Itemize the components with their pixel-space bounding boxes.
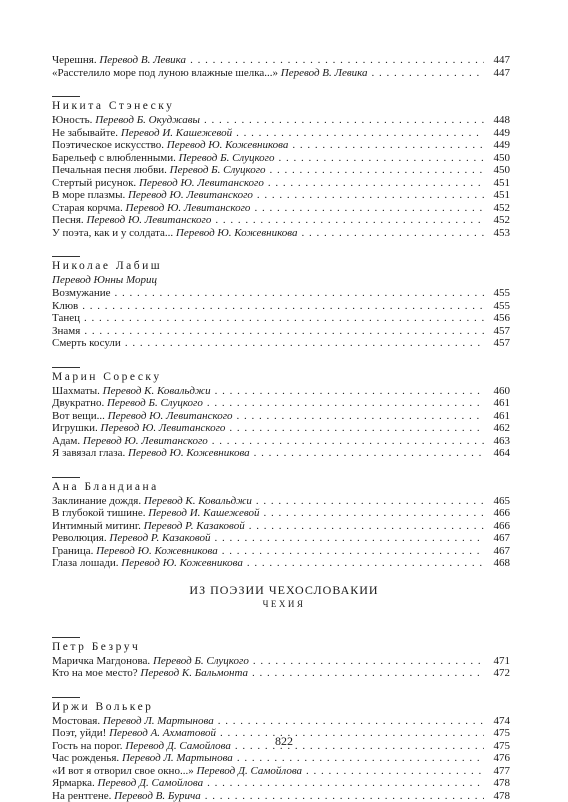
toc-entry[interactable] — [52, 655, 510, 668]
entry-title: Смерть косули — [52, 337, 121, 349]
toc-entry[interactable] — [52, 164, 510, 177]
dot-leader — [207, 397, 484, 410]
entry-page-number: 478 — [488, 777, 510, 790]
entry-text — [52, 214, 211, 227]
entry-translator: Перевод Л. Мартынова — [103, 715, 214, 727]
entry-title: Вот вещи... — [52, 410, 105, 422]
entry-text — [52, 715, 214, 728]
entry-text — [52, 152, 274, 165]
toc-entry[interactable] — [52, 545, 510, 558]
entry-title: У поэта, как и у солдата... — [52, 227, 173, 239]
dot-leader — [212, 435, 484, 448]
dot-leader — [190, 54, 484, 67]
entry-translator: Перевод Ю. Левитанского — [83, 435, 208, 447]
entry-page-number: 455 — [488, 287, 510, 300]
short-rule — [52, 697, 80, 698]
toc-entry[interactable] — [52, 337, 510, 350]
short-rule — [52, 477, 80, 478]
entry-page-number: 451 — [488, 177, 510, 190]
entry-translator: Перевод В. Бурича — [114, 790, 201, 802]
entry-page-number: 450 — [488, 152, 510, 165]
entry-text — [52, 177, 264, 190]
entry-page-number: 475 — [488, 727, 510, 740]
dot-leader — [125, 337, 484, 350]
dot-leader — [237, 410, 484, 423]
entry-page-number: 463 — [488, 435, 510, 448]
toc-entry[interactable] — [52, 435, 510, 448]
toc-entry[interactable] — [52, 67, 510, 80]
entry-translator: Перевод Р. Казаковой — [144, 520, 245, 532]
entry-text — [52, 189, 253, 202]
toc-entry[interactable] — [52, 227, 510, 240]
entry-page-number: 474 — [488, 715, 510, 728]
entry-text — [52, 337, 121, 350]
toc-entry[interactable] — [52, 300, 510, 313]
short-rule — [52, 637, 80, 638]
entry-title: Стертый рисунок. — [52, 177, 136, 189]
entry-text — [52, 164, 266, 177]
entry-title: Черешня. — [52, 54, 97, 66]
dot-leader — [214, 532, 484, 545]
entry-title: Танец — [52, 312, 80, 324]
author-name: Никита Стэнеску — [52, 99, 568, 114]
dot-leader — [270, 164, 484, 177]
entry-title: Игрушки. — [52, 422, 98, 434]
entry-title: «Расстелило море под луною влажные шелка...» — [52, 67, 278, 79]
toc-entry[interactable] — [52, 152, 510, 165]
toc-entry[interactable] — [52, 765, 510, 778]
entry-text — [52, 520, 245, 533]
entry-page-number: 464 — [488, 447, 510, 460]
block-gap — [0, 680, 568, 694]
toc-entry[interactable] — [52, 557, 510, 570]
page-number: 822 — [0, 734, 568, 749]
toc-entry[interactable] — [52, 447, 510, 460]
entry-text — [52, 202, 250, 215]
author-block — [0, 239, 568, 350]
entry-translator: Перевод Д. Самойлова — [196, 765, 302, 777]
entry-translator: Перевод Ю. Левитанского — [139, 177, 264, 189]
entry-title: Ярмарка. — [52, 777, 95, 789]
short-rule — [52, 96, 80, 97]
entry-translator: Перевод К. Ковальджи — [103, 385, 211, 397]
entry-text — [52, 507, 260, 520]
entry-title: В глубокой тишине. — [52, 507, 145, 519]
entry-title: Маричка Магдонова. — [52, 655, 150, 667]
toc-entry[interactable] — [52, 520, 510, 533]
entry-title: «И вот я отворил свое окно...» — [52, 765, 194, 777]
toc-entry[interactable] — [52, 422, 510, 435]
entry-page-number: 461 — [488, 410, 510, 423]
entry-text — [52, 385, 211, 398]
dot-leader — [236, 127, 484, 140]
entry-title: Возмужание — [52, 287, 110, 299]
dot-leader — [205, 790, 484, 802]
entry-page-number: 475 — [488, 740, 510, 753]
entry-translator: Перевод А. Ахматовой — [109, 727, 216, 739]
toc-entry[interactable] — [52, 507, 510, 520]
dot-leader — [215, 385, 484, 398]
entry-text — [52, 667, 248, 680]
toc-entry[interactable] — [52, 777, 510, 790]
entry-title: Двукратно. — [52, 397, 104, 409]
toc-entry[interactable] — [52, 54, 510, 67]
entry-translator: Перевод Ю. Левитанского — [86, 214, 211, 226]
entry-translator: Перевод Б. Слуцкого — [153, 655, 249, 667]
entry-text — [52, 532, 210, 545]
entry-translator: Перевод В. Левика — [281, 67, 368, 79]
author-name: Николае Лабиш — [52, 259, 568, 274]
entry-page-number: 457 — [488, 337, 510, 350]
entry-text — [52, 139, 288, 152]
entry-translator: Перевод Д. Самойлова — [98, 777, 204, 789]
entry-page-number: 466 — [488, 520, 510, 533]
toc-entry[interactable] — [52, 287, 510, 300]
entry-page-number: 466 — [488, 507, 510, 520]
entry-text — [52, 54, 186, 67]
entry-title: Песня. — [52, 214, 84, 226]
entry-translator: Перевод Б. Слуцкого — [170, 164, 266, 176]
toc-entry[interactable] — [52, 532, 510, 545]
entry-translator: Перевод Ю. Левитанского — [108, 410, 233, 422]
dot-leader — [278, 152, 484, 165]
entry-text — [52, 655, 249, 668]
entry-text — [52, 312, 80, 325]
short-rule — [52, 256, 80, 257]
toc-content — [0, 54, 568, 802]
entry-translator: Перевод Д. Самойлова — [125, 740, 231, 752]
entry-page-number: 467 — [488, 545, 510, 558]
entry-page-number: 462 — [488, 422, 510, 435]
toc-entry[interactable] — [52, 385, 510, 398]
dot-leader — [254, 202, 484, 215]
entry-text — [52, 545, 218, 558]
author-name: Ана Бландиана — [52, 480, 568, 495]
entry-page-number: 450 — [488, 164, 510, 177]
dot-leader — [84, 312, 484, 325]
dot-leader — [218, 715, 484, 728]
entry-text — [52, 410, 233, 423]
entry-text — [52, 422, 225, 435]
entry-text — [52, 557, 243, 570]
entry-text — [52, 765, 302, 778]
dot-leader — [204, 114, 484, 127]
entry-text — [52, 227, 298, 240]
dot-leader — [292, 139, 484, 152]
entry-page-number: 457 — [488, 325, 510, 338]
toc-entry[interactable] — [52, 202, 510, 215]
dot-leader — [253, 655, 484, 668]
section-block — [0, 582, 568, 610]
entry-title: В море плазмы. — [52, 189, 125, 201]
short-rule — [52, 367, 80, 368]
entry-page-number: 477 — [488, 765, 510, 778]
author-block — [0, 460, 568, 570]
entry-page-number: 448 — [488, 114, 510, 127]
dot-leader — [254, 447, 484, 460]
block-gap — [0, 620, 568, 634]
dot-leader — [249, 520, 484, 533]
entry-page-number: 452 — [488, 202, 510, 215]
entry-page-number: 461 — [488, 397, 510, 410]
entry-title: Гость на порог. — [52, 740, 123, 752]
entry-title: Юность. — [52, 114, 92, 126]
author-block — [0, 54, 568, 79]
dot-leader — [302, 227, 485, 240]
entry-page-number: 451 — [488, 189, 510, 202]
toc-entry[interactable] — [52, 397, 510, 410]
toc-entry[interactable] — [52, 127, 510, 140]
dot-leader — [247, 557, 484, 570]
entry-translator: Перевод Ю. Левитанского — [128, 189, 253, 201]
entry-page-number: 456 — [488, 312, 510, 325]
toc-entry[interactable] — [52, 189, 510, 202]
entry-page-number: 447 — [488, 67, 510, 80]
dot-leader — [268, 177, 484, 190]
entry-title: Поэтическое искусство. — [52, 139, 164, 151]
author-block — [0, 620, 568, 680]
toc-entry[interactable] — [52, 325, 510, 338]
dot-leader — [114, 287, 484, 300]
entry-title: Старая корчма. — [52, 202, 123, 214]
entry-text — [52, 325, 80, 338]
dot-leader — [215, 214, 484, 227]
entry-text — [52, 287, 110, 300]
entry-text — [52, 114, 200, 127]
block-gap — [0, 79, 568, 93]
dot-leader — [371, 67, 484, 80]
entry-text — [52, 435, 208, 448]
entry-title: Адам. — [52, 435, 80, 447]
entry-translator: Перевод Р. Казаковой — [109, 532, 210, 544]
entry-text — [52, 752, 233, 765]
entry-translator: Перевод К. Ковальджи — [144, 495, 252, 507]
entry-page-number: 465 — [488, 495, 510, 508]
toc-entry[interactable] — [52, 312, 510, 325]
entry-title: Я завязал глаза. — [52, 447, 125, 459]
toc-entry[interactable] — [52, 139, 510, 152]
entry-title: Не забывайте. — [52, 127, 118, 139]
entry-page-number: 449 — [488, 127, 510, 140]
entry-translator: Перевод Б. Окуджавы — [95, 114, 200, 126]
author-name: Марин Сореску — [52, 370, 568, 385]
toc-entry[interactable] — [52, 114, 510, 127]
entry-translator: Перевод Ю. Кожевникова — [128, 447, 250, 459]
entry-translator: Перевод Б. Слуцкого — [179, 152, 275, 164]
entry-page-number: 455 — [488, 300, 510, 313]
entry-page-number: 460 — [488, 385, 510, 398]
entry-translator: Перевод К. Бальмонта — [140, 667, 248, 679]
section-subtitle: ЧЕХИЯ — [0, 598, 568, 610]
entry-title: На рентгене. — [52, 790, 111, 802]
entry-translator: Перевод Ю. Кожевникова — [176, 227, 298, 239]
entry-page-number: 471 — [488, 655, 510, 668]
entry-translator: Перевод Л. Мартынова — [122, 752, 233, 764]
author-name: Петр Безруч — [52, 640, 568, 655]
toc-entry[interactable] — [52, 752, 510, 765]
entry-page-number: 467 — [488, 532, 510, 545]
dot-leader — [264, 507, 484, 520]
entry-page-number: 447 — [488, 54, 510, 67]
toc-entry[interactable] — [52, 667, 510, 680]
entry-title: Мостовая. — [52, 715, 100, 727]
entry-title: Час рожденья. — [52, 752, 119, 764]
entry-text — [52, 447, 250, 460]
entry-translator: Перевод Ю. Левитанского — [126, 202, 251, 214]
block-gap — [0, 239, 568, 253]
dot-leader — [237, 752, 484, 765]
entry-page-number: 449 — [488, 139, 510, 152]
author-name: Иржи Волькер — [52, 700, 568, 715]
entry-title: Глаза лошади. — [52, 557, 118, 569]
dot-leader — [306, 765, 484, 778]
block-gap — [0, 350, 568, 364]
dot-leader — [207, 777, 484, 790]
dot-leader — [84, 325, 484, 338]
author-block — [0, 79, 568, 239]
dot-leader — [82, 300, 484, 313]
entry-title: Кто на мое место? — [52, 667, 138, 679]
entry-page-number: 452 — [488, 214, 510, 227]
entry-title: Знамя — [52, 325, 80, 337]
entry-title: Заклинание дождя. — [52, 495, 141, 507]
entry-page-number: 453 — [488, 227, 510, 240]
translator-note: Перевод Юнны Мориц — [52, 274, 568, 287]
entry-text — [52, 397, 203, 410]
entry-translator: Перевод Ю. Кожевникова — [167, 139, 289, 151]
entry-page-number: 478 — [488, 790, 510, 802]
toc-entry[interactable] — [52, 214, 510, 227]
entry-page-number: 468 — [488, 557, 510, 570]
dot-leader — [229, 422, 484, 435]
toc-entry[interactable] — [52, 715, 510, 728]
dot-leader — [257, 189, 484, 202]
entry-text — [52, 790, 201, 802]
entry-title: Интимный митинг. — [52, 520, 141, 532]
dot-leader — [252, 667, 484, 680]
entry-title: Граница. — [52, 545, 93, 557]
toc-entry[interactable] — [52, 410, 510, 423]
entry-translator: Перевод Ю. Кожевникова — [96, 545, 218, 557]
entry-page-number: 472 — [488, 667, 510, 680]
toc-entry[interactable] — [52, 177, 510, 190]
entry-title: Печальная песня любви. — [52, 164, 167, 176]
entry-translator: Перевод Б. Слуцкого — [107, 397, 203, 409]
entry-translator: Перевод И. Кашежевой — [148, 507, 259, 519]
author-block — [0, 350, 568, 460]
entry-page-number: 476 — [488, 752, 510, 765]
toc-entry[interactable] — [52, 790, 510, 802]
entry-translator: Перевод Ю. Кожевникова — [121, 557, 243, 569]
entry-title: Поэт, уйди! — [52, 727, 106, 739]
entry-text — [52, 300, 78, 313]
entry-translator: Перевод В. Левика — [99, 54, 186, 66]
entry-text — [52, 67, 367, 80]
entry-translator: Перевод И. Кашежевой — [121, 127, 232, 139]
block-gap — [0, 460, 568, 474]
entry-title: Революция. — [52, 532, 107, 544]
entry-title: Барельеф с влюбленными. — [52, 152, 176, 164]
dot-leader — [256, 495, 484, 508]
entry-title: Клюв — [52, 300, 78, 312]
section-title: ИЗ ПОЭЗИИ ЧЕХОСЛОВАКИИ — [0, 582, 568, 598]
entry-title: Шахматы. — [52, 385, 100, 397]
entry-text — [52, 777, 203, 790]
dot-leader — [222, 545, 484, 558]
entry-translator: Перевод Ю. Левитанского — [101, 422, 226, 434]
entry-text — [52, 127, 232, 140]
entry-text — [52, 495, 252, 508]
toc-entry[interactable] — [52, 495, 510, 508]
